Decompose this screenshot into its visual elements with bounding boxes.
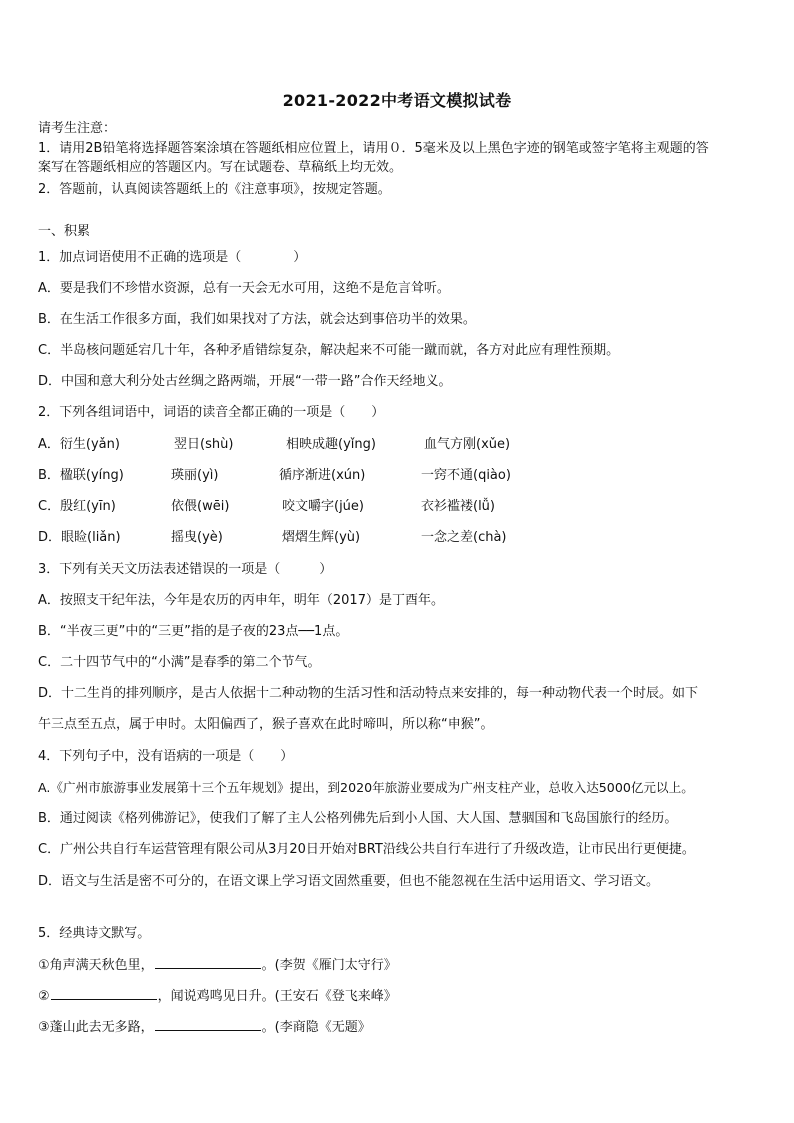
option-cell: 咬文嚼字(júe) [282,499,364,514]
option-d: D．十二生肖的排列顺序，是古人依据十二种动物的生活习性和活动特点来安排的，每一种动物代表一个时辰。如下 [38,686,699,701]
option-cell: 依偎(wēi) [171,499,230,514]
question-stem: 4．下列句子中，没有语病的一项是（ ） [38,749,294,764]
notice-item: 1．请用2B铅笔将选择题答案涂填在答题纸相应位置上，请用０．5毫米及以上黑色字迹的钢笔或签字笔将主观题的答 [38,141,709,156]
notice-item: 案写在答题纸相应的答题区内。写在试题卷、草稿纸上均无效。 [38,160,403,175]
poem-suffix: 。(李商隐《无题》 [261,1020,371,1035]
option-a: A．按照支干纪年法，今年是农历的丙申年，明年（2017）是丁酉年。 [38,593,444,608]
option-cell: 循序渐进(xún) [279,468,366,483]
answer-blank[interactable] [155,1018,261,1031]
option-c: C．半岛核问题延宕几十年，各种矛盾错综复杂，解决起来不可能一蹴而就，各方对此应有理性预期。 [38,343,620,358]
option-row-d [38,529,756,547]
poem-prefix: ①角声满天秋色里， [38,958,154,973]
option-d: D．中国和意大利分处古丝绸之路两端，开展“一带一路”合作天经地义。 [38,374,452,389]
option-cell: 相映成趣(yǐng) [286,437,376,452]
option-cell: 摇曳(yè) [171,530,223,545]
option-b: B．“半夜三更”中的“三更”指的是子夜的23点──1点。 [38,624,349,639]
option-c: C．广州公共自行车运营管理有限公司从3月20日开始对BRT沿线公共自行车进行了升级改造，让市民出行更便捷。 [38,842,695,857]
option-a: A．要是我们不珍惜水资源，总有一天会无水可用，这绝不是危言耸听。 [38,281,450,296]
option-b: B．在生活工作很多方面，我们如果找对了方法，就会达到事倍功半的效果。 [38,312,476,327]
option-row-b [38,467,756,485]
poem-suffix: 。(李贺《雁门太守行》 [261,958,397,973]
notice-heading: 请考生注意： [38,121,117,136]
section-heading: 一、积累 [38,224,91,239]
option-cell: 血气方刚(xǔe) [424,437,511,452]
option-cell: A．衍生(yǎn) [38,437,120,452]
option-c: C．二十四节气中的“小满”是春季的第二个节气。 [38,655,321,670]
notice-item: 2．答题前，认真阅读答题纸上的《注意事项》，按规定答题。 [38,182,391,197]
option-cell: D．眼睑(liǎn) [38,530,121,545]
question-stem: 1．加点词语使用不正确的选项是（ ） [38,250,307,265]
poem-line [38,987,397,1006]
question-stem: 5．经典诗文默写。 [38,926,151,941]
option-cell: 熠熠生辉(yù) [282,530,361,545]
poem-line [38,1018,371,1037]
page-title: 2021-2022中考语文模拟试卷 [282,91,512,110]
option-row-a [38,436,756,454]
question-stem: 2．下列各组词语中，词语的读音全都正确的一项是（ ） [38,405,385,420]
option-d-continued: 午三点至五点，属于申时。太阳偏西了，猴子喜欢在此时啼叫，所以称“申猴”。 [38,717,494,732]
option-cell: 一窍不通(qiào) [421,468,511,483]
option-cell: 瑛丽(yì) [171,468,219,483]
option-cell: 翌日(shù) [174,437,234,452]
option-a: A.《广州市旅游事业发展第十三个五年规划》提出，到2020年旅游业要成为广州支柱产业，总收入达5000亿元以上。 [38,780,694,795]
poem-prefix: ③蓬山此去无多路， [38,1020,154,1035]
option-d: D．语文与生活是密不可分的，在语文课上学习语文固然重要，但也不能忽视在生活中运用语文、学习语文。 [38,874,660,889]
poem-line [38,956,397,975]
option-cell: B．楹联(yíng) [38,468,124,483]
option-row-c [38,498,756,516]
option-cell: C．殷红(yīn) [38,499,116,514]
answer-blank[interactable] [155,956,261,969]
option-b: B．通过阅读《格列佛游记》，使我们了解了主人公格列佛先后到小人国、大人国、慧骃国和飞岛国旅行的经历。 [38,811,678,826]
option-cell: 衣衫褴褛(lǚ) [421,499,495,514]
poem-prefix: ② [38,989,50,1004]
poem-suffix: ，闻说鸡鸣见日升。(王安石《登飞来峰》 [157,989,397,1004]
option-cell: 一念之差(chà) [421,530,507,545]
question-stem: 3．下列有关天文历法表述错误的一项是（ ） [38,562,333,577]
answer-blank[interactable] [51,987,157,1000]
